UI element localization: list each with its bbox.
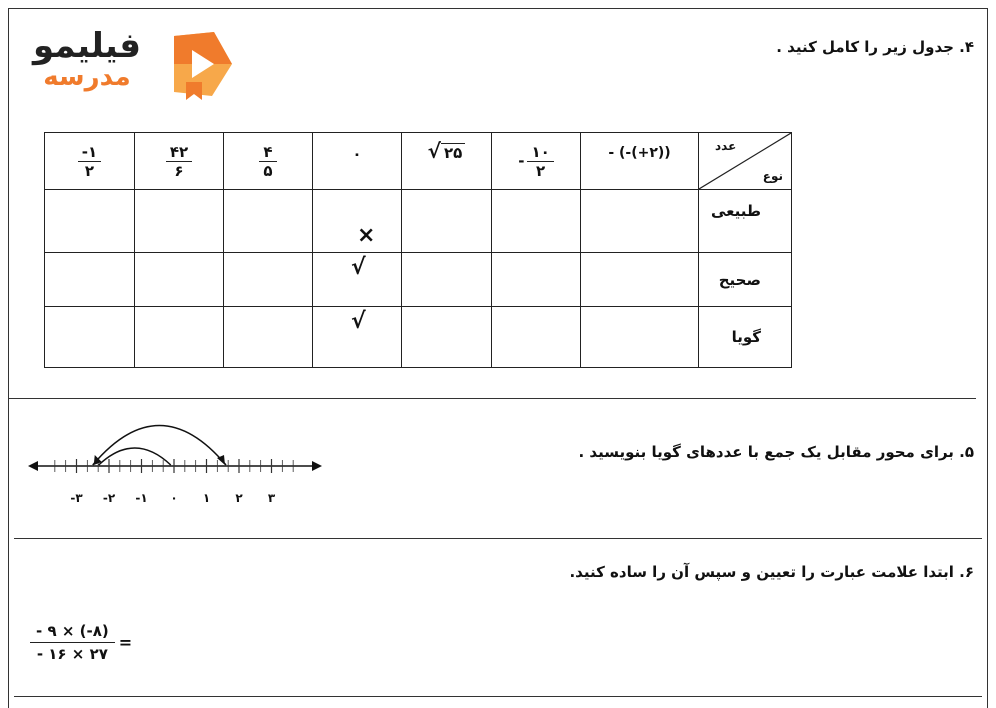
header-cell: [224, 133, 313, 190]
logo-sub-text: مدرسه: [43, 62, 131, 92]
tick-label: ۳: [267, 491, 276, 505]
answer-cell[interactable]: [313, 307, 402, 368]
right-arrow-icon: [312, 461, 322, 471]
answer-cell[interactable]: [224, 307, 313, 368]
table-row: [45, 307, 792, 368]
left-arrow-icon: [28, 461, 38, 471]
answer-cell[interactable]: [45, 253, 135, 307]
table-row: [45, 190, 792, 253]
section-divider: [14, 538, 982, 539]
row-label: گویا: [731, 328, 761, 346]
tick-label: ۰: [170, 491, 178, 505]
check-mark: √: [351, 255, 366, 280]
row-label-cell: [699, 190, 792, 253]
tick-label: ۱: [202, 491, 211, 505]
fraction-denominator: ۲: [84, 161, 95, 180]
fraction-denominator: ۲: [536, 161, 546, 180]
answer-cell[interactable]: [45, 190, 135, 253]
question-5-text: ۵. برای محور مقابل یک جمع با عددهای گویا بنویسید .: [578, 443, 974, 461]
expression-numerator: - ۹ × (-۸): [30, 620, 115, 643]
answer-cell[interactable]: [313, 190, 402, 253]
fraction-numerator: -۱: [78, 143, 101, 162]
answer-cell[interactable]: [313, 253, 402, 307]
question-4-text: ۴. جدول زیر را کامل کنید .: [776, 38, 974, 56]
tick-label: -۳: [70, 491, 83, 505]
tick-label: -۲: [102, 491, 116, 505]
fraction-sign: -: [518, 152, 525, 170]
header-cell: [135, 133, 224, 190]
expression-denominator: - ۱۶ × ۲۷: [36, 645, 108, 663]
answer-cell[interactable]: [45, 307, 135, 368]
expression-header: - (-(+۲)): [608, 145, 671, 161]
answer-cell[interactable]: [135, 253, 224, 307]
fraction-numerator: ۴۲: [166, 143, 192, 162]
radical-icon: √: [427, 139, 442, 163]
row-label-cell: [699, 253, 792, 307]
number-line: [26, 418, 326, 508]
table-header-row: [45, 133, 792, 190]
number-type-table: [44, 132, 792, 368]
row-label: صحیح: [718, 270, 761, 289]
answer-cell[interactable]: [581, 307, 699, 368]
corner-number-label: عدد: [715, 139, 737, 153]
table-row: [45, 253, 792, 307]
fraction-denominator: ۶: [174, 161, 184, 180]
corner-type-label: نوع: [762, 169, 783, 183]
tick-label: ۲: [235, 491, 243, 505]
answer-cell[interactable]: [581, 190, 699, 253]
answer-cell[interactable]: [224, 190, 313, 253]
header-cell: [402, 133, 492, 190]
corner-cell: [699, 133, 792, 190]
answer-cell[interactable]: [492, 307, 581, 368]
header-cell: [492, 133, 581, 190]
answer-cell[interactable]: [402, 253, 492, 307]
answer-cell[interactable]: [224, 253, 313, 307]
fraction: [166, 143, 192, 180]
answer-cell[interactable]: [135, 190, 224, 253]
logo-play-icon: [164, 26, 236, 102]
header-cell: [313, 133, 402, 190]
fraction: [527, 143, 553, 180]
header-cell: [581, 133, 699, 190]
answer-cell[interactable]: [135, 307, 224, 368]
fraction-numerator: ۴: [259, 143, 276, 162]
square-root: [428, 141, 466, 162]
answer-cell[interactable]: [581, 253, 699, 307]
expression-fraction: [30, 620, 115, 665]
header-cell: [45, 133, 135, 190]
answer-cell[interactable]: [402, 190, 492, 253]
cross-mark: ×: [357, 223, 376, 248]
radicand: ۲۵: [441, 143, 465, 162]
equals-sign: =: [118, 633, 133, 652]
fraction: [259, 143, 276, 180]
fraction-numerator: ۱۰: [527, 143, 553, 162]
section-divider: [8, 398, 976, 399]
logo-wordmark: [22, 26, 152, 92]
answer-cell[interactable]: [492, 190, 581, 253]
answer-cell[interactable]: [402, 307, 492, 368]
row-label-cell: [699, 307, 792, 368]
question-6-text: ۶. ابتدا علامت عبارت را تعیین و سپس آن را ساده کنید.: [569, 563, 974, 581]
row-label: طبیعی: [710, 202, 761, 220]
tick-label: -۱: [135, 491, 148, 505]
fraction: [78, 143, 101, 180]
fraction-denominator: ۵: [263, 161, 273, 180]
logo-main-text: فیلیمو: [32, 26, 141, 66]
section-divider: [14, 696, 982, 697]
answer-cell[interactable]: [492, 253, 581, 307]
check-mark: √: [351, 309, 366, 334]
zero-header: ۰: [352, 145, 362, 163]
expression: [30, 620, 132, 665]
